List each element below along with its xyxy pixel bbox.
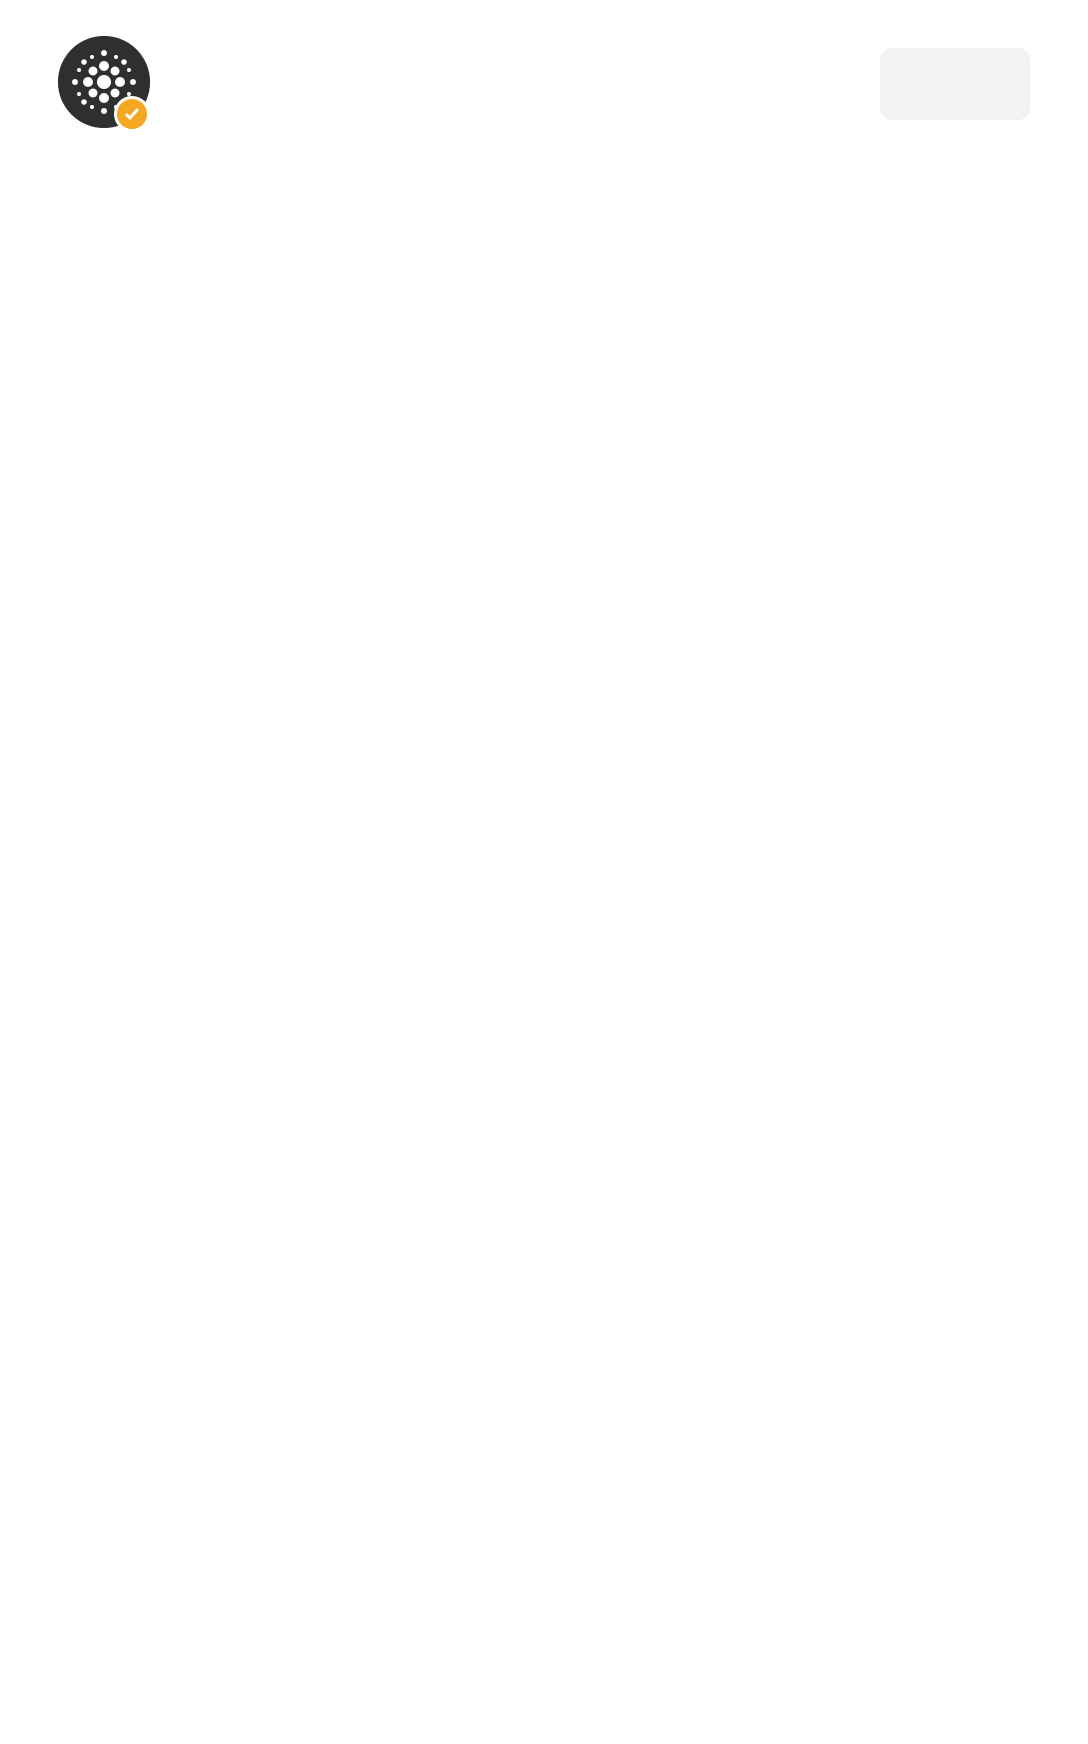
article-source [58,952,76,1030]
follow-button[interactable] [880,48,1030,120]
article-figure[interactable] [56,1058,1028,1698]
verified-badge-icon [114,96,150,132]
post-header [0,0,1088,140]
charts-image [56,1058,1028,1698]
post-meta [176,96,194,127]
